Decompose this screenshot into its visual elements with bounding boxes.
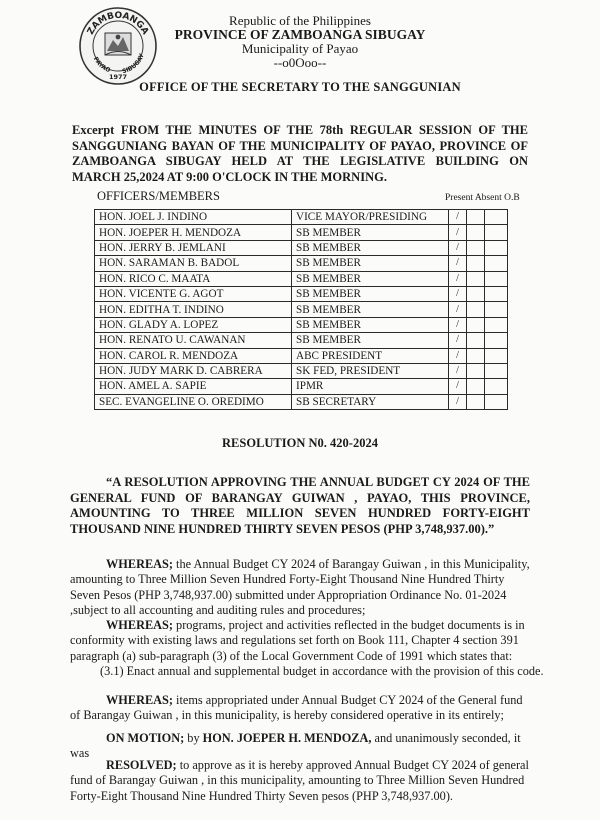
present-mark: / [449,333,467,348]
present-mark: / [449,225,467,240]
absent-cell [467,379,485,394]
officer-position: IPMR [292,379,449,394]
present-mark: / [449,394,467,409]
minutes-excerpt: Excerpt FROM THE MINUTES OF THE 78th REGULAR SESSION OF THE SANGGUNIANG BAYAN OF THE MUNICIPALITY OF PAYAO, PROVINCE OF ZAMBOANGA SIBUGAY HELD AT THE LEGISLATIVE BUILDING ON MARCH 25,2024 AT 9:00 O'CLOCK IN THE MORNING. [72,123,528,184]
officer-position: VICE MAYOR/PRESIDING [292,210,449,225]
resolved-lead: RESOLVED; [106,758,177,772]
ob-cell [485,225,508,240]
absent-cell [467,333,485,348]
officer-name: HON. JERRY B. JEMLANI [95,240,292,255]
present-mark: / [449,348,467,363]
officer-row [95,271,508,286]
ob-cell [485,302,508,317]
province-line: PROVINCE OF ZAMBOANGA SIBUGAY [174,27,426,42]
code-provision: (3.1) Enact annual and supplemental budget in accordance with the provision of this code. [100,664,544,678]
office-title: OFFICE OF THE SECRETARY TO THE SANGGUNIAN [139,80,461,94]
resolved-paragraph [70,758,530,804]
whereas-paragraph-2 [70,618,530,664]
resolution-title: “A RESOLUTION APPROVING THE ANNUAL BUDGET CY 2024 OF THE GENERAL FUND OF BARANGAY GUIWAN , PAYAO, THIS PROVINCE, AMOUNTING TO THREE MILLION SEVEN HUNDRED FORTY-EIGHT THOUSAND NINE HUNDRED THIRTY SEVEN PESOS (PHP 3,748,937.00).” [70,475,530,536]
present-mark: / [449,379,467,394]
absent-cell [467,286,485,301]
absent-cell [467,394,485,409]
officer-name: HON. JOEL J. INDINO [95,210,292,225]
ob-cell [485,256,508,271]
attendance-table [94,209,508,410]
whereas-text: items appropriated under Annual Budget CY 2024 of the General fund of Barangay Guiwan , in this municipality, is hereby considered operative in its entirely; [70,693,523,723]
officer-row [95,317,508,332]
absent-cell [467,302,485,317]
officer-row [95,363,508,378]
ob-cell [485,240,508,255]
officer-position: SB MEMBER [292,225,449,240]
whereas-paragraph-1 [70,557,530,619]
seal-left-text: PAYAO [91,55,112,75]
officer-position: SB MEMBER [292,256,449,271]
absent-cell [467,317,485,332]
officer-row [95,225,508,240]
seal-year: 1977 [108,73,128,81]
absent-cell [467,225,485,240]
officer-name: SEC. EVANGELINE O. OREDIMO [95,394,292,409]
ob-cell [485,317,508,332]
officer-row [95,394,508,409]
officer-position: SB MEMBER [292,333,449,348]
absent-cell [467,240,485,255]
officer-position: SB MEMBER [292,240,449,255]
republic-line: Republic of the Philippines [229,13,371,28]
present-mark: / [449,210,467,225]
ob-cell [485,363,508,378]
present-mark: / [449,271,467,286]
ob-cell [485,271,508,286]
whereas-text: the Annual Budget CY 2024 of Barangay Guiwan , in this Municipality, amounting to Three Million Seven Hundred Forty-Eight Thousand Nine Hundred Thirty Seven Pesos (PHP 3,748,937.00) submitted under Appropriation Ordinance No. 01-2024 ,subject to all accounting and auditing rules and procedures; [70,557,530,618]
officer-name: HON. JUDY MARK D. CABRERA [95,363,292,378]
officer-name: HON. EDITHA T. INDINO [95,302,292,317]
present-mark: / [449,302,467,317]
ob-cell [485,379,508,394]
absent-cell [467,271,485,286]
letterhead [0,14,600,70]
officer-position: SB MEMBER [292,317,449,332]
officer-row [95,286,508,301]
whereas-lead: WHEREAS; [106,618,173,632]
ob-cell [485,394,508,409]
officer-position: SK FED, PRESIDENT [292,363,449,378]
officer-position: SB SECRETARY [292,394,449,409]
absent-cell [467,348,485,363]
present-mark: / [449,317,467,332]
ob-cell [485,286,508,301]
motion-text-end: and unanimously seconded, it was [70,731,521,761]
motion-text: by [184,731,203,745]
whereas-lead: WHEREAS; [106,693,173,707]
motion-mover: HON. JOEPER H. MENDOZA, [202,731,372,745]
header-divider: --o0Ooo-- [273,55,327,70]
seal-top-text: ZAMBOANGA [85,10,151,37]
resolution-number: RESOLUTION N0. 420-2024 [222,436,378,450]
resolved-text: to approve as it is hereby approved Annual Budget CY 2024 of general fund of Barangay Guiwan , in this municipality, amounting to Three Million Seven Hundred Forty-Eight Thousand Nine Hundred Thirty Seven pesos (PHP 3,748,937.00). [70,758,529,803]
ob-cell [485,333,508,348]
officer-row [95,333,508,348]
officer-name: HON. GLADY A. LOPEZ [95,317,292,332]
ob-cell [485,348,508,363]
officer-name: HON. RENATO U. CAWANAN [95,333,292,348]
absent-cell [467,363,485,378]
officer-position: SB MEMBER [292,271,449,286]
officer-name: HON. AMEL A. SAPIE [95,379,292,394]
officer-row [95,256,508,271]
officer-row [95,240,508,255]
absent-cell [467,210,485,225]
municipality-line: Municipality of Payao [241,41,359,56]
officer-position: ABC PRESIDENT [292,348,449,363]
officer-name: HON. SARAMAN B. BADOL [95,256,292,271]
officer-position: SB MEMBER [292,286,449,301]
officer-row [95,210,508,225]
present-mark: / [449,286,467,301]
officer-row [95,302,508,317]
officer-name: HON. VICENTE G. AGOT [95,286,292,301]
officer-position: SB MEMBER [292,302,449,317]
officers-label: OFFICERS/MEMBERS [97,189,220,203]
officer-name: HON. RICO C. MAATA [95,271,292,286]
absent-cell [467,256,485,271]
officer-name: HON. CAROL R. MENDOZA [95,348,292,363]
whereas-paragraph-3 [70,693,530,724]
motion-lead: ON MOTION; [106,731,185,745]
seal-right-text: SIBUGAY [121,52,146,76]
whereas-text: programs, project and activities reflected in the budget documents is in conformity with existing laws and regulations set forth on Book 111, Chapter 4 section 391 paragraph (a) sub-paragraph (3) of the Local Government Code of 1991 which states that: [70,618,525,663]
present-mark: / [449,240,467,255]
officer-name: HON. JOEPER H. MENDOZA [95,225,292,240]
ob-cell [485,210,508,225]
whereas-lead: WHEREAS; [106,557,173,571]
officer-row [95,379,508,394]
officer-row [95,348,508,363]
attendance-header: Present Absent O.B [445,193,520,203]
present-mark: / [449,363,467,378]
present-mark: / [449,256,467,271]
